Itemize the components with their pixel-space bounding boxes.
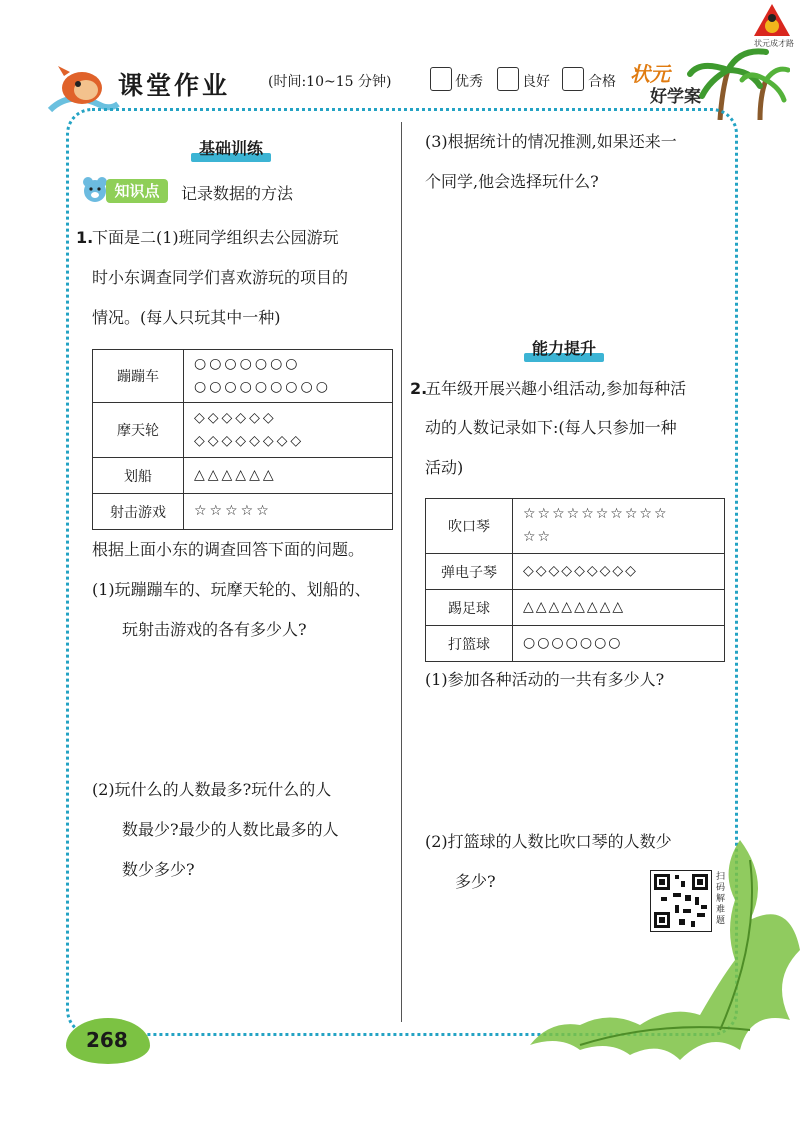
question-2-line: 五年级开展兴趣小组活动,参加每种活 [425, 379, 687, 398]
sub-question-2-line: 数少多少? [122, 860, 195, 879]
rating-checkbox-pass[interactable] [562, 67, 584, 91]
page-title: 课堂作业 [118, 71, 231, 100]
symbol-line: ◇◇◇◇◇◇ [194, 410, 277, 426]
sub-question-1-line: (1)玩蹦蹦车的、玩摩天轮的、划船的、 [92, 580, 371, 599]
table-cell-label: 打篮球 [426, 626, 513, 662]
table-row [93, 403, 393, 458]
question-2-number: 2. [410, 379, 428, 398]
question-1-number: 1. [76, 228, 94, 247]
symbol-line: ○○○○○○○ [194, 356, 301, 372]
sub-question-2-line: (2)玩什么的人数最多?玩什么的人 [92, 780, 332, 799]
symbol-line: ○○○○○○○○○ [194, 379, 331, 395]
question-2-line: 动的人数记录如下:(每人只参加一种 [425, 418, 677, 437]
table-cell-label: 划船 [93, 458, 184, 494]
table-cell-symbols: △△△△△△ [184, 458, 393, 494]
knowledge-point-text: 记录数据的方法 [181, 184, 294, 203]
question-2-sub-2-line: (2)打篮球的人数比吹口琴的人数少 [425, 832, 672, 851]
table-row [426, 554, 725, 590]
table-cell-label: 踢足球 [426, 590, 513, 626]
activity-table-2 [425, 498, 725, 662]
sub-question-3-line: 个同学,他会选择玩什么? [425, 172, 599, 191]
section-title-basic-text: 基础训练 [199, 139, 264, 158]
brand-top: 状元 [630, 62, 670, 86]
qr-code-label: 扫码解难题 [716, 872, 726, 926]
rating-checkbox-good[interactable] [497, 67, 519, 91]
table-cell-symbols [184, 403, 393, 458]
table-row [426, 626, 725, 662]
page-number: 268 [86, 1028, 128, 1052]
question-2-line: 活动) [425, 458, 464, 477]
table-row [426, 499, 725, 554]
rating-label-pass: 合格 [588, 74, 616, 90]
table-row [93, 350, 393, 403]
qr-code-icon[interactable] [650, 870, 712, 932]
symbol-line: ☆☆ [523, 529, 553, 545]
bear-icon [82, 176, 108, 204]
table-cell-label: 射击游戏 [93, 494, 184, 530]
table-cell-label: 吹口琴 [426, 499, 513, 554]
corner-logo-icon [752, 2, 792, 38]
question-2-sub-2-line: 多少? [455, 872, 496, 891]
table-cell-symbols: ☆☆☆☆☆ [184, 494, 393, 530]
rating-label-excellent: 优秀 [455, 74, 483, 90]
sub-question-3-line: (3)根据统计的情况推测,如果还来一 [425, 132, 677, 151]
table-cell-symbols: ○○○○○○○ [513, 626, 725, 662]
section-title-basic [195, 136, 267, 159]
question-2-sub-1: (1)参加各种活动的一共有多少人? [425, 670, 665, 689]
question-1-line: 情况。(每人只玩其中一种) [92, 308, 281, 327]
table-cell-label: 摩天轮 [93, 403, 184, 458]
table-row [93, 458, 393, 494]
table-row [93, 494, 393, 530]
table-row [426, 590, 725, 626]
rating-label-good: 良好 [522, 74, 550, 90]
instruction-text: 根据上面小东的调查回答下面的问题。 [92, 540, 365, 559]
question-1-line: 时小东调查同学们喜欢游玩的项目的 [92, 268, 349, 287]
table-cell-symbols: △△△△△△△△ [513, 590, 725, 626]
time-note: (时间:10~15 分钟) [268, 74, 392, 90]
table-cell-symbols [513, 499, 725, 554]
section-title-advanced [528, 336, 600, 359]
question-1-line: 下面是二(1)班同学组织去公园游玩 [92, 228, 339, 247]
section-title-advanced-text: 能力提升 [532, 339, 597, 358]
sub-question-2-line: 数最少?最少的人数比最多的人 [122, 820, 339, 839]
table-cell-label: 蹦蹦车 [93, 350, 184, 403]
brand-bottom: 好学案 [650, 87, 701, 107]
sub-question-1-line: 玩射击游戏的各有多少人? [122, 620, 307, 639]
knowledge-point-badge: 知识点 [106, 179, 168, 203]
table-cell-label: 弹电子琴 [426, 554, 513, 590]
column-divider [401, 122, 402, 1022]
table-cell-symbols [184, 350, 393, 403]
survey-table-1 [92, 349, 393, 530]
symbol-line: ◇◇◇◇◇◇◇◇ [194, 433, 305, 449]
symbol-line: ☆☆☆☆☆☆☆☆☆☆ [523, 506, 669, 522]
corner-logo-text: 状元成才路 [754, 39, 794, 48]
rating-checkbox-excellent[interactable] [430, 67, 452, 91]
table-cell-symbols: ◇◇◇◇◇◇◇◇◇ [513, 554, 725, 590]
